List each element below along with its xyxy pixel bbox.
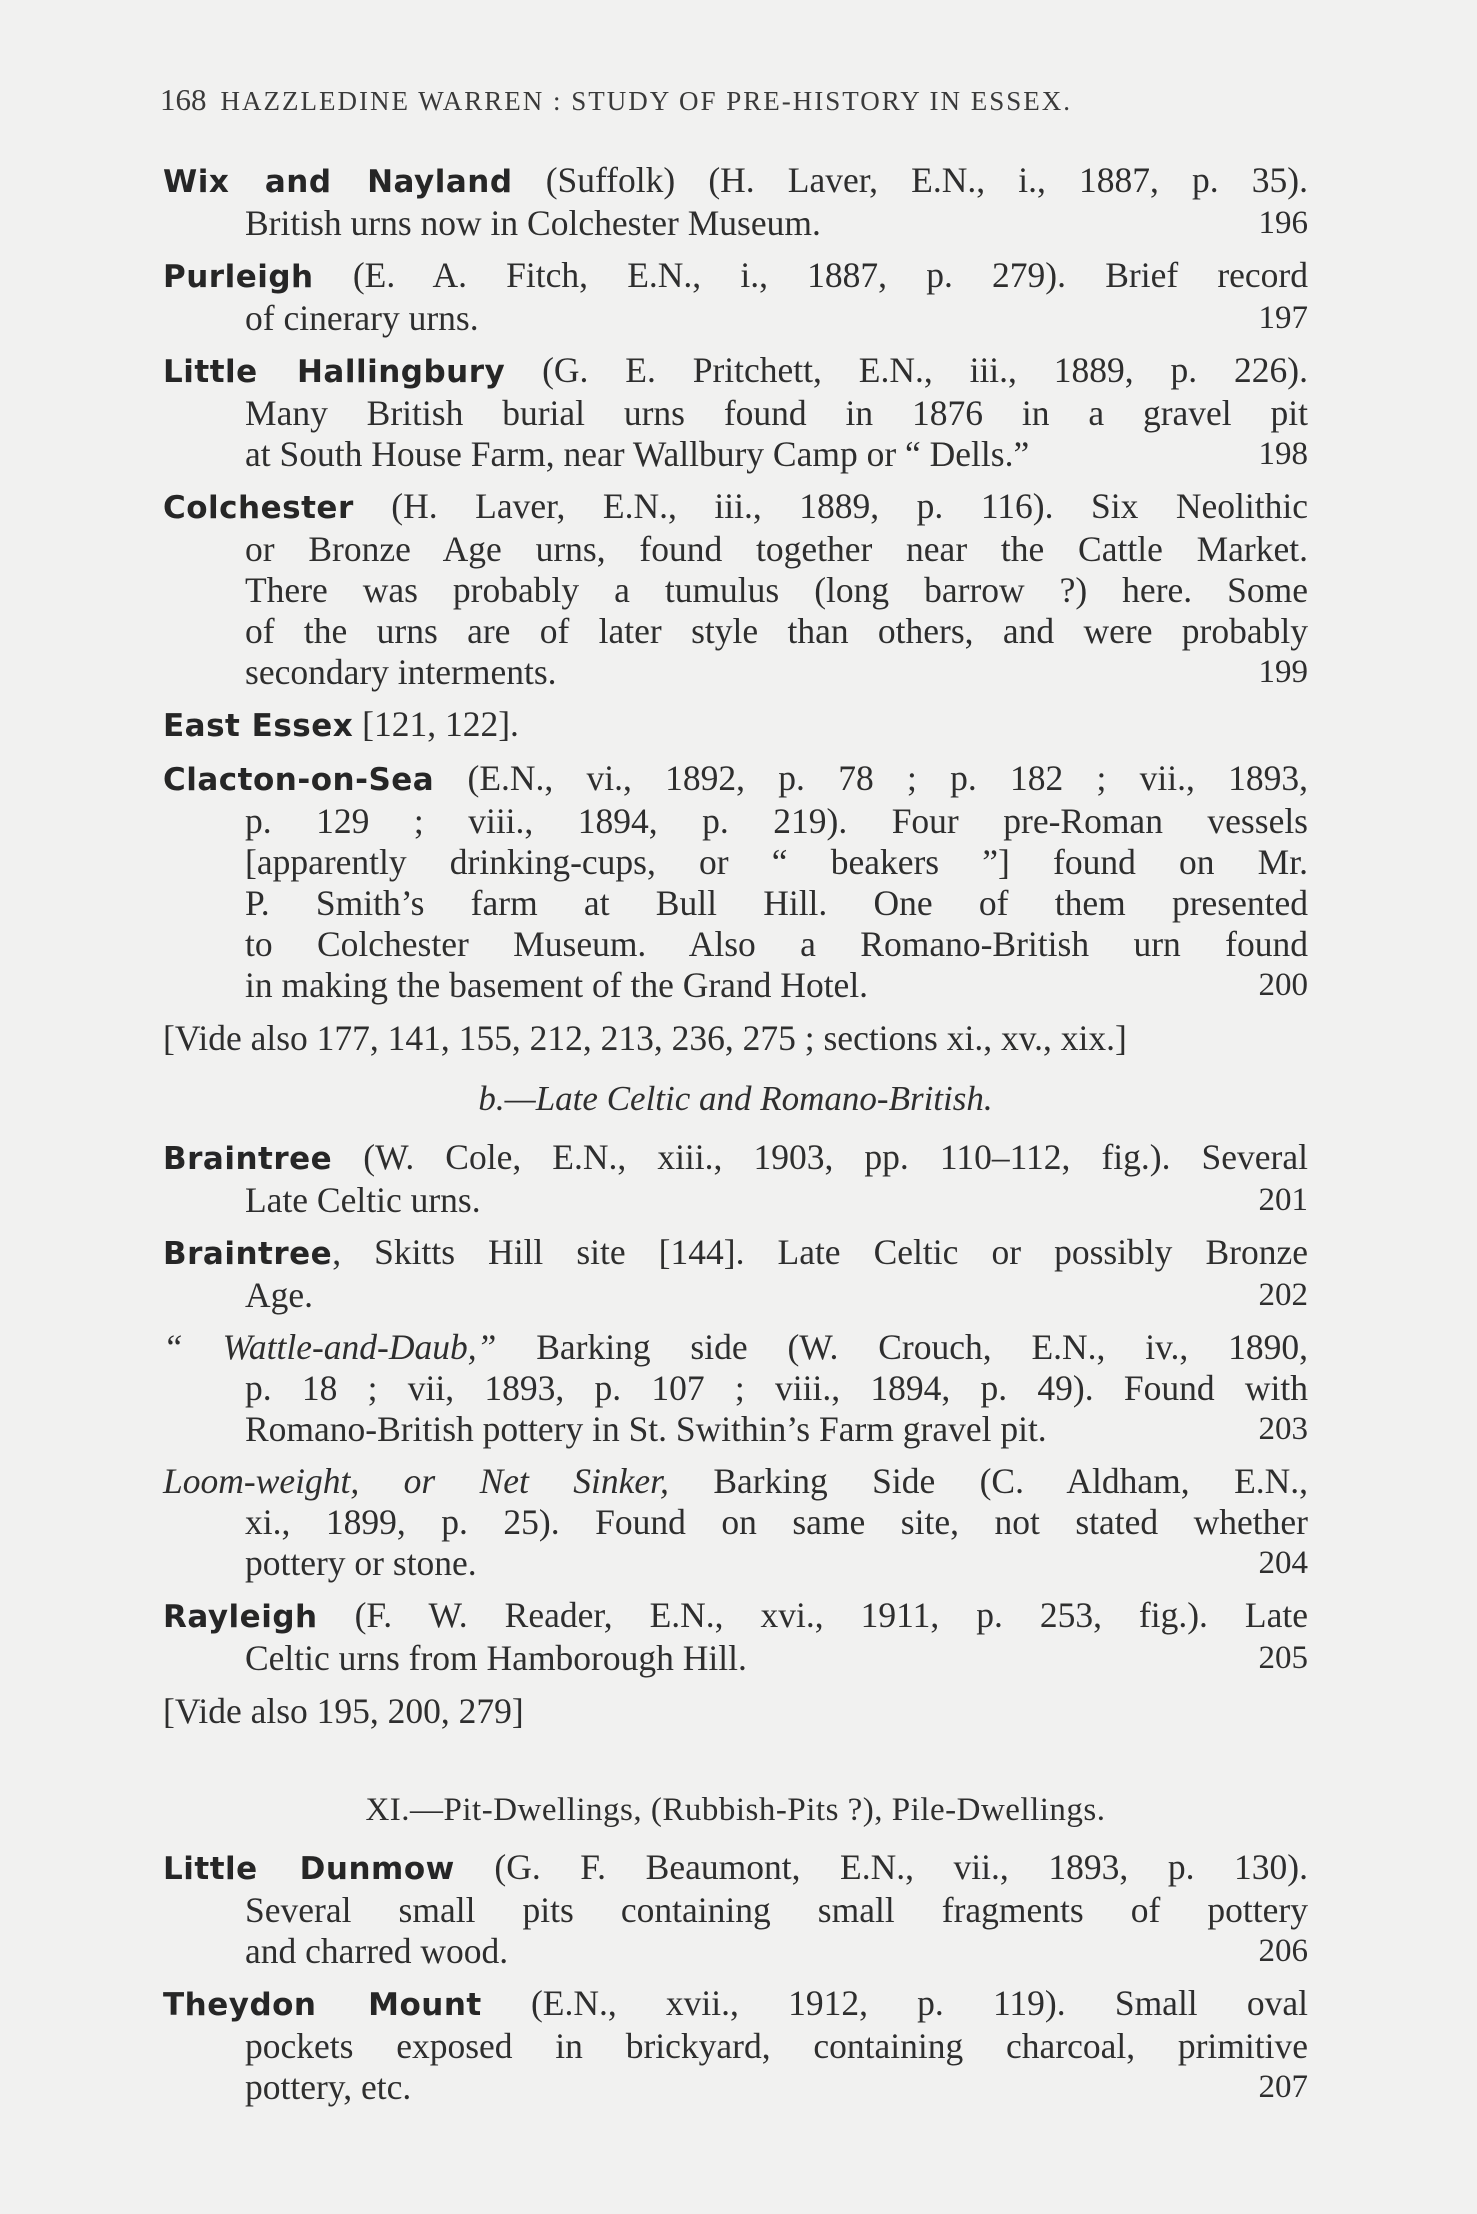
entries-group-c <box>163 1847 1308 2108</box>
page-number: 168 <box>160 82 207 117</box>
entry-text: (Suffolk) (H. Laver, E.N., i., 1887, p. 35). <box>512 160 1308 200</box>
entry-heading: East Essex <box>163 708 354 744</box>
entry-text: P. Smith’s farm at Bull Hill. One of them presented <box>245 883 1308 923</box>
entry-text: of cinerary urns. <box>245 298 479 338</box>
entry-line <box>163 2067 1308 2108</box>
entry-line <box>163 1409 1308 1450</box>
entry-text: Romano-British pottery in St. Swithin’s Farm gravel pit. <box>245 1409 1047 1449</box>
page-content <box>163 160 1308 2119</box>
entry-first-line <box>163 1461 1308 1502</box>
catalogue-entry <box>163 1461 1308 1584</box>
entry-line <box>163 652 1308 693</box>
entry-text: (E. A. Fitch, E.N., i., 1887, p. 279). Brief record <box>313 255 1308 295</box>
entry-first-line <box>163 1983 1308 2026</box>
entry-heading: “ Wattle-and-Daub,” <box>163 1327 497 1367</box>
entry-first-line <box>163 486 1308 529</box>
entry-text: There was probably a tumulus (long barrow ?) here. Some <box>245 570 1308 610</box>
entry-text: Barking side (W. Crouch, E.N., iv., 1890, <box>496 1327 1308 1367</box>
section-heading-xi: XI.—Pit-Dwellings, (Rubbish-Pits ?), Pile-Dwellings. <box>365 1792 1106 1828</box>
entry-first-line <box>163 1595 1308 1638</box>
entry-heading: Loom-weight, or Net Sinker, <box>163 1461 669 1501</box>
entry-line <box>163 298 1308 339</box>
entry-text: (W. Cole, E.N., xiii., 1903, pp. 110–112, fig.). Several <box>332 1137 1308 1177</box>
entry-text: Several small pits containing small fragments of pottery <box>245 1890 1308 1930</box>
entry-first-line <box>163 1232 1308 1275</box>
entry-heading: Braintree <box>163 1236 333 1272</box>
entry-text: , Skitts Hill site [144]. Late Celtic or possibly Bronze <box>332 1232 1308 1272</box>
catalogue-entry <box>163 1595 1308 1679</box>
catalogue-entry <box>163 350 1308 475</box>
entry-number: 197 <box>1258 300 1308 336</box>
entry-text: Celtic urns from Hamborough Hill. <box>245 1638 747 1678</box>
entry-text: p. 129 ; viii., 1894, p. 219). Four pre-Roman vessels <box>245 801 1308 841</box>
entry-line <box>163 393 1308 434</box>
entry-number: 205 <box>1258 1640 1308 1676</box>
entry-text: [apparently drinking-cups, or “ beakers ”] found on Mr. <box>245 842 1308 882</box>
catalogue-entry <box>163 1137 1308 1221</box>
entry-line <box>163 1275 1308 1316</box>
entry-first-line <box>163 1137 1308 1180</box>
catalogue-entry <box>163 1327 1308 1450</box>
entry-text: (H. Laver, E.N., iii., 1889, p. 116). Six Neolithic <box>353 486 1308 526</box>
vide-also-b: [Vide also 195, 200, 279] <box>163 1691 524 1731</box>
entry-first-line <box>163 160 1308 203</box>
entry-first-line <box>163 350 1308 393</box>
entry-line <box>163 1543 1308 1584</box>
entry-text: and charred wood. <box>245 1931 509 1971</box>
entry-heading: Wix and Nayland <box>163 164 513 200</box>
entry-text: pockets exposed in brickyard, containing charcoal, primitive <box>245 2026 1308 2066</box>
entry-number: 204 <box>1258 1545 1308 1581</box>
vide-also-a: [Vide also 177, 141, 155, 212, 213, 236, 275 ; sections xi., xv., xix.] <box>163 1018 1127 1058</box>
entry-text: British urns now in Colchester Museum. <box>245 203 821 243</box>
catalogue-entry <box>163 1232 1308 1316</box>
entry-line <box>163 570 1308 611</box>
entry-text: pottery, etc. <box>245 2067 412 2107</box>
entry-text: pottery or stone. <box>245 1543 477 1583</box>
entry-number: 203 <box>1258 1411 1308 1447</box>
entry-heading: Purleigh <box>163 259 314 295</box>
entry-first-line <box>163 704 1308 747</box>
entry-line <box>163 1502 1308 1543</box>
entry-line <box>163 1638 1308 1679</box>
entry-number: 201 <box>1258 1182 1308 1218</box>
catalogue-entry <box>163 160 1308 244</box>
entry-number: 196 <box>1258 205 1308 241</box>
entry-text: Age. <box>245 1275 314 1315</box>
entry-number: 199 <box>1258 654 1308 690</box>
entry-text: to Colchester Museum. Also a Romano-British urn found <box>245 924 1308 964</box>
entry-line <box>163 1931 1308 1972</box>
catalogue-entry <box>163 704 1308 747</box>
entry-text: (F. W. Reader, E.N., xvi., 1911, p. 253, fig.). Late <box>317 1595 1308 1635</box>
entry-number: 198 <box>1258 436 1308 472</box>
entry-heading: Braintree <box>163 1141 333 1177</box>
entry-line <box>163 611 1308 652</box>
catalogue-entry <box>163 1983 1308 2108</box>
entry-line <box>163 529 1308 570</box>
entry-line <box>163 1180 1308 1221</box>
entry-text: of the urns are of later style than others, and were probably <box>245 611 1308 651</box>
entry-number: 207 <box>1258 2069 1308 2105</box>
entry-text: Barking Side (C. Aldham, E.N., <box>668 1461 1309 1501</box>
catalogue-entry <box>163 1847 1308 1972</box>
entry-text: (E.N., xvii., 1912, p. 119). Small oval <box>481 1983 1308 2023</box>
entry-line <box>163 965 1308 1006</box>
entry-line <box>163 2026 1308 2067</box>
entry-line <box>163 842 1308 883</box>
entry-number: 200 <box>1258 967 1308 1003</box>
entry-text: (E.N., vi., 1892, p. 78 ; p. 182 ; vii., 1893, <box>434 758 1308 798</box>
subsection-heading-b: b.—Late Celtic and Romano-British. <box>478 1079 993 1118</box>
entry-first-line <box>163 758 1308 801</box>
entry-line <box>163 1890 1308 1931</box>
entry-heading: Colchester <box>163 490 354 526</box>
catalogue-entry <box>163 486 1308 693</box>
entry-heading: Clacton-on-Sea <box>163 762 435 798</box>
entry-line <box>163 203 1308 244</box>
entry-number: 206 <box>1258 1933 1308 1969</box>
entry-text: (G. E. Pritchett, E.N., iii., 1889, p. 226). <box>505 350 1308 390</box>
entry-text: (G. F. Beaumont, E.N., vii., 1893, p. 130). <box>454 1847 1308 1887</box>
catalogue-entry <box>163 758 1308 1006</box>
entry-text: or Bronze Age urns, found together near the Cattle Market. <box>245 529 1308 569</box>
entry-line <box>163 1368 1308 1409</box>
entry-heading: Rayleigh <box>163 1599 318 1635</box>
entry-text: in making the basement of the Grand Hotel. <box>245 965 869 1005</box>
entry-line <box>163 883 1308 924</box>
entry-text: secondary interments. <box>245 652 557 692</box>
entries-group-a <box>163 160 1308 1006</box>
running-header <box>160 82 1320 118</box>
entry-first-line <box>163 1847 1308 1890</box>
entry-heading: Theydon Mount <box>163 1987 482 2023</box>
entry-heading: Little Dunmow <box>163 1851 455 1887</box>
entry-text: p. 18 ; vii, 1893, p. 107 ; viii., 1894, p. 49). Found with <box>245 1368 1308 1408</box>
entry-line <box>163 434 1308 475</box>
entry-text: Late Celtic urns. <box>245 1180 481 1220</box>
entry-first-line <box>163 1327 1308 1368</box>
entry-text: at South House Farm, near Wallbury Camp or “ Dells.” <box>245 434 1030 474</box>
entry-text: Many British burial urns found in 1876 in a gravel pit <box>245 393 1308 433</box>
entry-line <box>163 924 1308 965</box>
entry-text: xi., 1899, p. 25). Found on same site, not stated whether <box>245 1502 1308 1542</box>
entry-first-line <box>163 255 1308 298</box>
entry-number: 202 <box>1258 1277 1308 1313</box>
entries-group-b <box>163 1137 1308 1679</box>
entry-heading: Little Hallingbury <box>163 354 506 390</box>
entry-line <box>163 801 1308 842</box>
running-title: HAZZLEDINE WARREN : STUDY OF PRE-HISTORY IN ESSEX. <box>220 86 1073 116</box>
catalogue-entry <box>163 255 1308 339</box>
entry-text: [121, 122]. <box>353 704 519 744</box>
